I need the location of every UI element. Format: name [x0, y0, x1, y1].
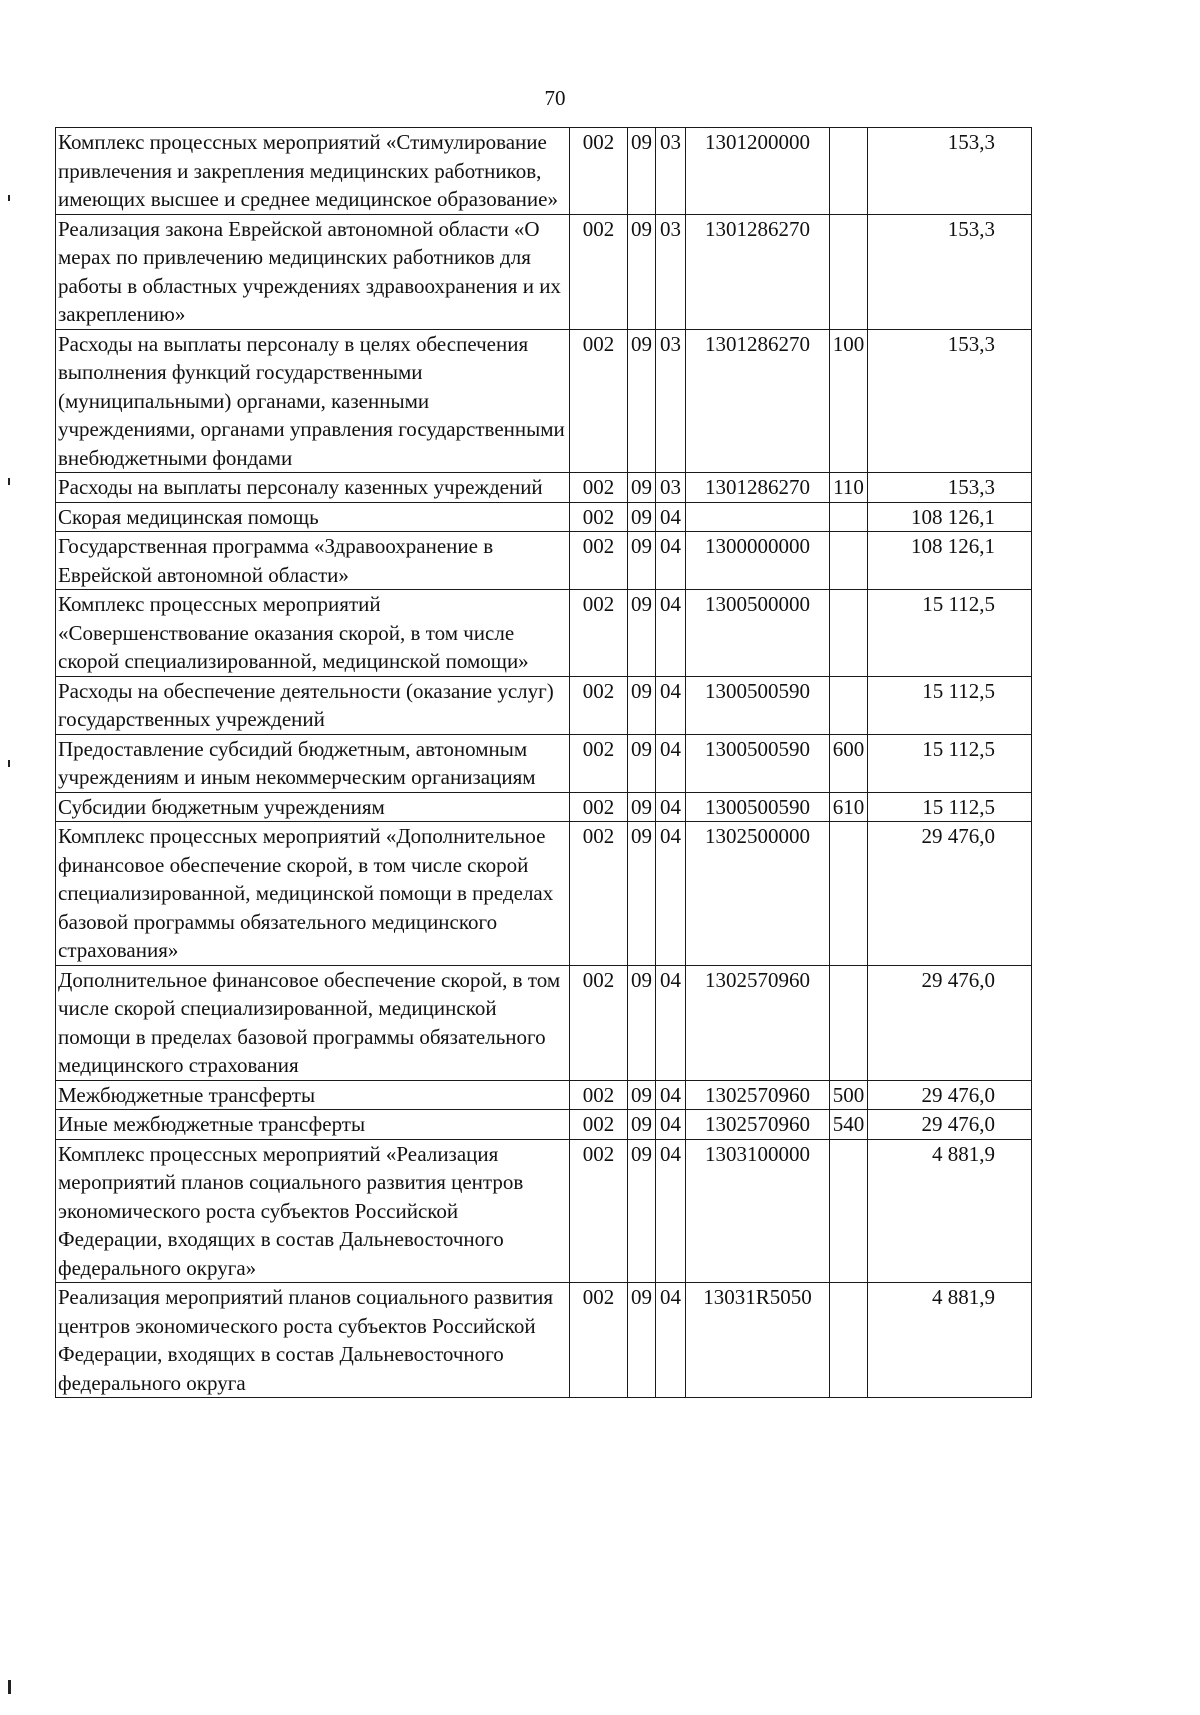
- ministry-code-cell: 002: [570, 532, 628, 590]
- amount-cell: 153,3: [868, 128, 1032, 215]
- table-row: [56, 822, 1032, 966]
- section-code-cell: 09: [628, 965, 656, 1080]
- subsection-code-cell: 03: [656, 473, 686, 503]
- target-article-cell: 1300500000: [686, 590, 830, 677]
- expense-type-cell: [830, 822, 868, 966]
- row-name-cell: Межбюджетные трансферты: [56, 1080, 570, 1110]
- ministry-code-cell: 002: [570, 1283, 628, 1398]
- scan-edge-mark: [8, 760, 10, 767]
- target-article-cell: 1300500590: [686, 676, 830, 734]
- target-article-cell: 1302570960: [686, 1110, 830, 1140]
- subsection-code-cell: 03: [656, 329, 686, 473]
- target-article-cell: 1301200000: [686, 128, 830, 215]
- expense-type-cell: [830, 1139, 868, 1283]
- table-row: [56, 214, 1032, 329]
- target-article-cell: 1301286270: [686, 214, 830, 329]
- budget-table: [55, 127, 1032, 1398]
- amount-cell: 153,3: [868, 473, 1032, 503]
- page-number: 70: [544, 86, 566, 110]
- expense-type-cell: [830, 214, 868, 329]
- expense-type-cell: [830, 965, 868, 1080]
- amount-cell: 108 126,1: [868, 502, 1032, 532]
- subsection-code-cell: 04: [656, 792, 686, 822]
- section-code-cell: 09: [628, 329, 656, 473]
- expense-type-cell: 600: [830, 734, 868, 792]
- table-row: [56, 734, 1032, 792]
- target-article-cell: 1300500590: [686, 792, 830, 822]
- expense-type-cell: 610: [830, 792, 868, 822]
- section-code-cell: 09: [628, 214, 656, 329]
- ministry-code-cell: 002: [570, 590, 628, 677]
- row-name-cell: Субсидии бюджетным учреждениям: [56, 792, 570, 822]
- section-code-cell: 09: [628, 473, 656, 503]
- table-body: [56, 128, 1032, 1398]
- ministry-code-cell: 002: [570, 473, 628, 503]
- target-article-cell: 1300000000: [686, 532, 830, 590]
- subsection-code-cell: 04: [656, 734, 686, 792]
- expense-type-cell: [830, 502, 868, 532]
- amount-cell: 29 476,0: [868, 1080, 1032, 1110]
- target-article-cell: 13031R5050: [686, 1283, 830, 1398]
- table-row: [56, 1080, 1032, 1110]
- subsection-code-cell: 04: [656, 822, 686, 966]
- section-code-cell: 09: [628, 734, 656, 792]
- row-name-cell: Иные межбюджетные трансферты: [56, 1110, 570, 1140]
- expense-type-cell: 110: [830, 473, 868, 503]
- table-row: [56, 532, 1032, 590]
- subsection-code-cell: 04: [656, 676, 686, 734]
- table-row: [56, 1283, 1032, 1398]
- ministry-code-cell: 002: [570, 676, 628, 734]
- section-code-cell: 09: [628, 792, 656, 822]
- row-name-cell: Государственная программа «Здравоохранение в Еврейской автономной области»: [56, 532, 570, 590]
- row-name-cell: Комплекс процессных мероприятий «Реализация мероприятий планов социального развития центров экономического роста субъектов Российской Федерации, входящих в состав Дальневосточного федерального округа»: [56, 1139, 570, 1283]
- ministry-code-cell: 002: [570, 734, 628, 792]
- subsection-code-cell: 04: [656, 1110, 686, 1140]
- target-article-cell: 1300500590: [686, 734, 830, 792]
- row-name-cell: Дополнительное финансовое обеспечение скорой, в том числе скорой специализированной, медицинской помощи в пределах базовой программы обязательного медицинского страхования: [56, 965, 570, 1080]
- section-code-cell: 09: [628, 502, 656, 532]
- amount-cell: 15 112,5: [868, 676, 1032, 734]
- section-code-cell: 09: [628, 822, 656, 966]
- ministry-code-cell: 002: [570, 1080, 628, 1110]
- amount-cell: 29 476,0: [868, 1110, 1032, 1140]
- expense-type-cell: [830, 1283, 868, 1398]
- subsection-code-cell: 04: [656, 502, 686, 532]
- row-name-cell: Реализация мероприятий планов социального развития центров экономического роста субъектов Российской Федерации, входящих в состав Дальневосточного федерального округа: [56, 1283, 570, 1398]
- subsection-code-cell: 03: [656, 214, 686, 329]
- scan-edge-mark: [8, 478, 10, 485]
- amount-cell: 4 881,9: [868, 1139, 1032, 1283]
- ministry-code-cell: 002: [570, 502, 628, 532]
- table-row: [56, 473, 1032, 503]
- target-article-cell: 1302500000: [686, 822, 830, 966]
- target-article-cell: [686, 502, 830, 532]
- row-name-cell: Расходы на выплаты персоналу в целях обеспечения выполнения функций государственными (муниципальными) органами, казенными учреждениями, органами управления государственными внебюджетными фондами: [56, 329, 570, 473]
- subsection-code-cell: 04: [656, 1139, 686, 1283]
- table-row: [56, 1139, 1032, 1283]
- section-code-cell: 09: [628, 1283, 656, 1398]
- row-name-cell: Комплекс процессных мероприятий «Совершенствование оказания скорой, в том числе скорой специализированной, медицинской помощи»: [56, 590, 570, 677]
- amount-cell: 29 476,0: [868, 822, 1032, 966]
- table-row: [56, 1110, 1032, 1140]
- section-code-cell: 09: [628, 676, 656, 734]
- amount-cell: 29 476,0: [868, 965, 1032, 1080]
- subsection-code-cell: 04: [656, 1080, 686, 1110]
- subsection-code-cell: 03: [656, 128, 686, 215]
- amount-cell: 15 112,5: [868, 590, 1032, 677]
- row-name-cell: Комплекс процессных мероприятий «Стимулирование привлечения и закрепления медицинских работников, имеющих высшее и среднее медицинское образование»: [56, 128, 570, 215]
- amount-cell: 4 881,9: [868, 1283, 1032, 1398]
- subsection-code-cell: 04: [656, 590, 686, 677]
- row-name-cell: Расходы на обеспечение деятельности (оказание услуг) государственных учреждений: [56, 676, 570, 734]
- target-article-cell: 1302570960: [686, 965, 830, 1080]
- row-name-cell: Расходы на выплаты персоналу казенных учреждений: [56, 473, 570, 503]
- table-row: [56, 965, 1032, 1080]
- target-article-cell: 1302570960: [686, 1080, 830, 1110]
- ministry-code-cell: 002: [570, 329, 628, 473]
- row-name-cell: Реализация закона Еврейской автономной области «О мерах по привлечению медицинских работников для работы в областных учреждениях здравоохранения и их закреплению»: [56, 214, 570, 329]
- amount-cell: 15 112,5: [868, 792, 1032, 822]
- section-code-cell: 09: [628, 128, 656, 215]
- expense-type-cell: [830, 590, 868, 677]
- expense-type-cell: [830, 532, 868, 590]
- row-name-cell: Предоставление субсидий бюджетным, автономным учреждениям и иным некоммерческим организациям: [56, 734, 570, 792]
- ministry-code-cell: 002: [570, 822, 628, 966]
- row-name-cell: Комплекс процессных мероприятий «Дополнительное финансовое обеспечение скорой, в том числе скорой специализированной, медицинской помощи в пределах базовой программы обязательного медицинского страхования»: [56, 822, 570, 966]
- ministry-code-cell: 002: [570, 1110, 628, 1140]
- target-article-cell: 1301286270: [686, 473, 830, 503]
- section-code-cell: 09: [628, 1080, 656, 1110]
- table-row: [56, 329, 1032, 473]
- section-code-cell: 09: [628, 1110, 656, 1140]
- table-row: [56, 590, 1032, 677]
- row-name-cell: Скорая медицинская помощь: [56, 502, 570, 532]
- amount-cell: 153,3: [868, 329, 1032, 473]
- table-row: [56, 128, 1032, 215]
- ministry-code-cell: 002: [570, 214, 628, 329]
- ministry-code-cell: 002: [570, 128, 628, 215]
- ministry-code-cell: 002: [570, 1139, 628, 1283]
- amount-cell: 108 126,1: [868, 532, 1032, 590]
- expense-type-cell: [830, 128, 868, 215]
- expense-type-cell: 100: [830, 329, 868, 473]
- subsection-code-cell: 04: [656, 965, 686, 1080]
- target-article-cell: 1303100000: [686, 1139, 830, 1283]
- ministry-code-cell: 002: [570, 965, 628, 1080]
- target-article-cell: 1301286270: [686, 329, 830, 473]
- scan-edge-mark: [8, 195, 10, 201]
- table-row: [56, 792, 1032, 822]
- expense-type-cell: 500: [830, 1080, 868, 1110]
- section-code-cell: 09: [628, 1139, 656, 1283]
- table-row: [56, 502, 1032, 532]
- subsection-code-cell: 04: [656, 1283, 686, 1398]
- section-code-cell: 09: [628, 532, 656, 590]
- amount-cell: 15 112,5: [868, 734, 1032, 792]
- table-row: [56, 676, 1032, 734]
- amount-cell: 153,3: [868, 214, 1032, 329]
- section-code-cell: 09: [628, 590, 656, 677]
- expense-type-cell: 540: [830, 1110, 868, 1140]
- ministry-code-cell: 002: [570, 792, 628, 822]
- scan-edge-mark: [8, 1680, 11, 1694]
- expense-type-cell: [830, 676, 868, 734]
- subsection-code-cell: 04: [656, 532, 686, 590]
